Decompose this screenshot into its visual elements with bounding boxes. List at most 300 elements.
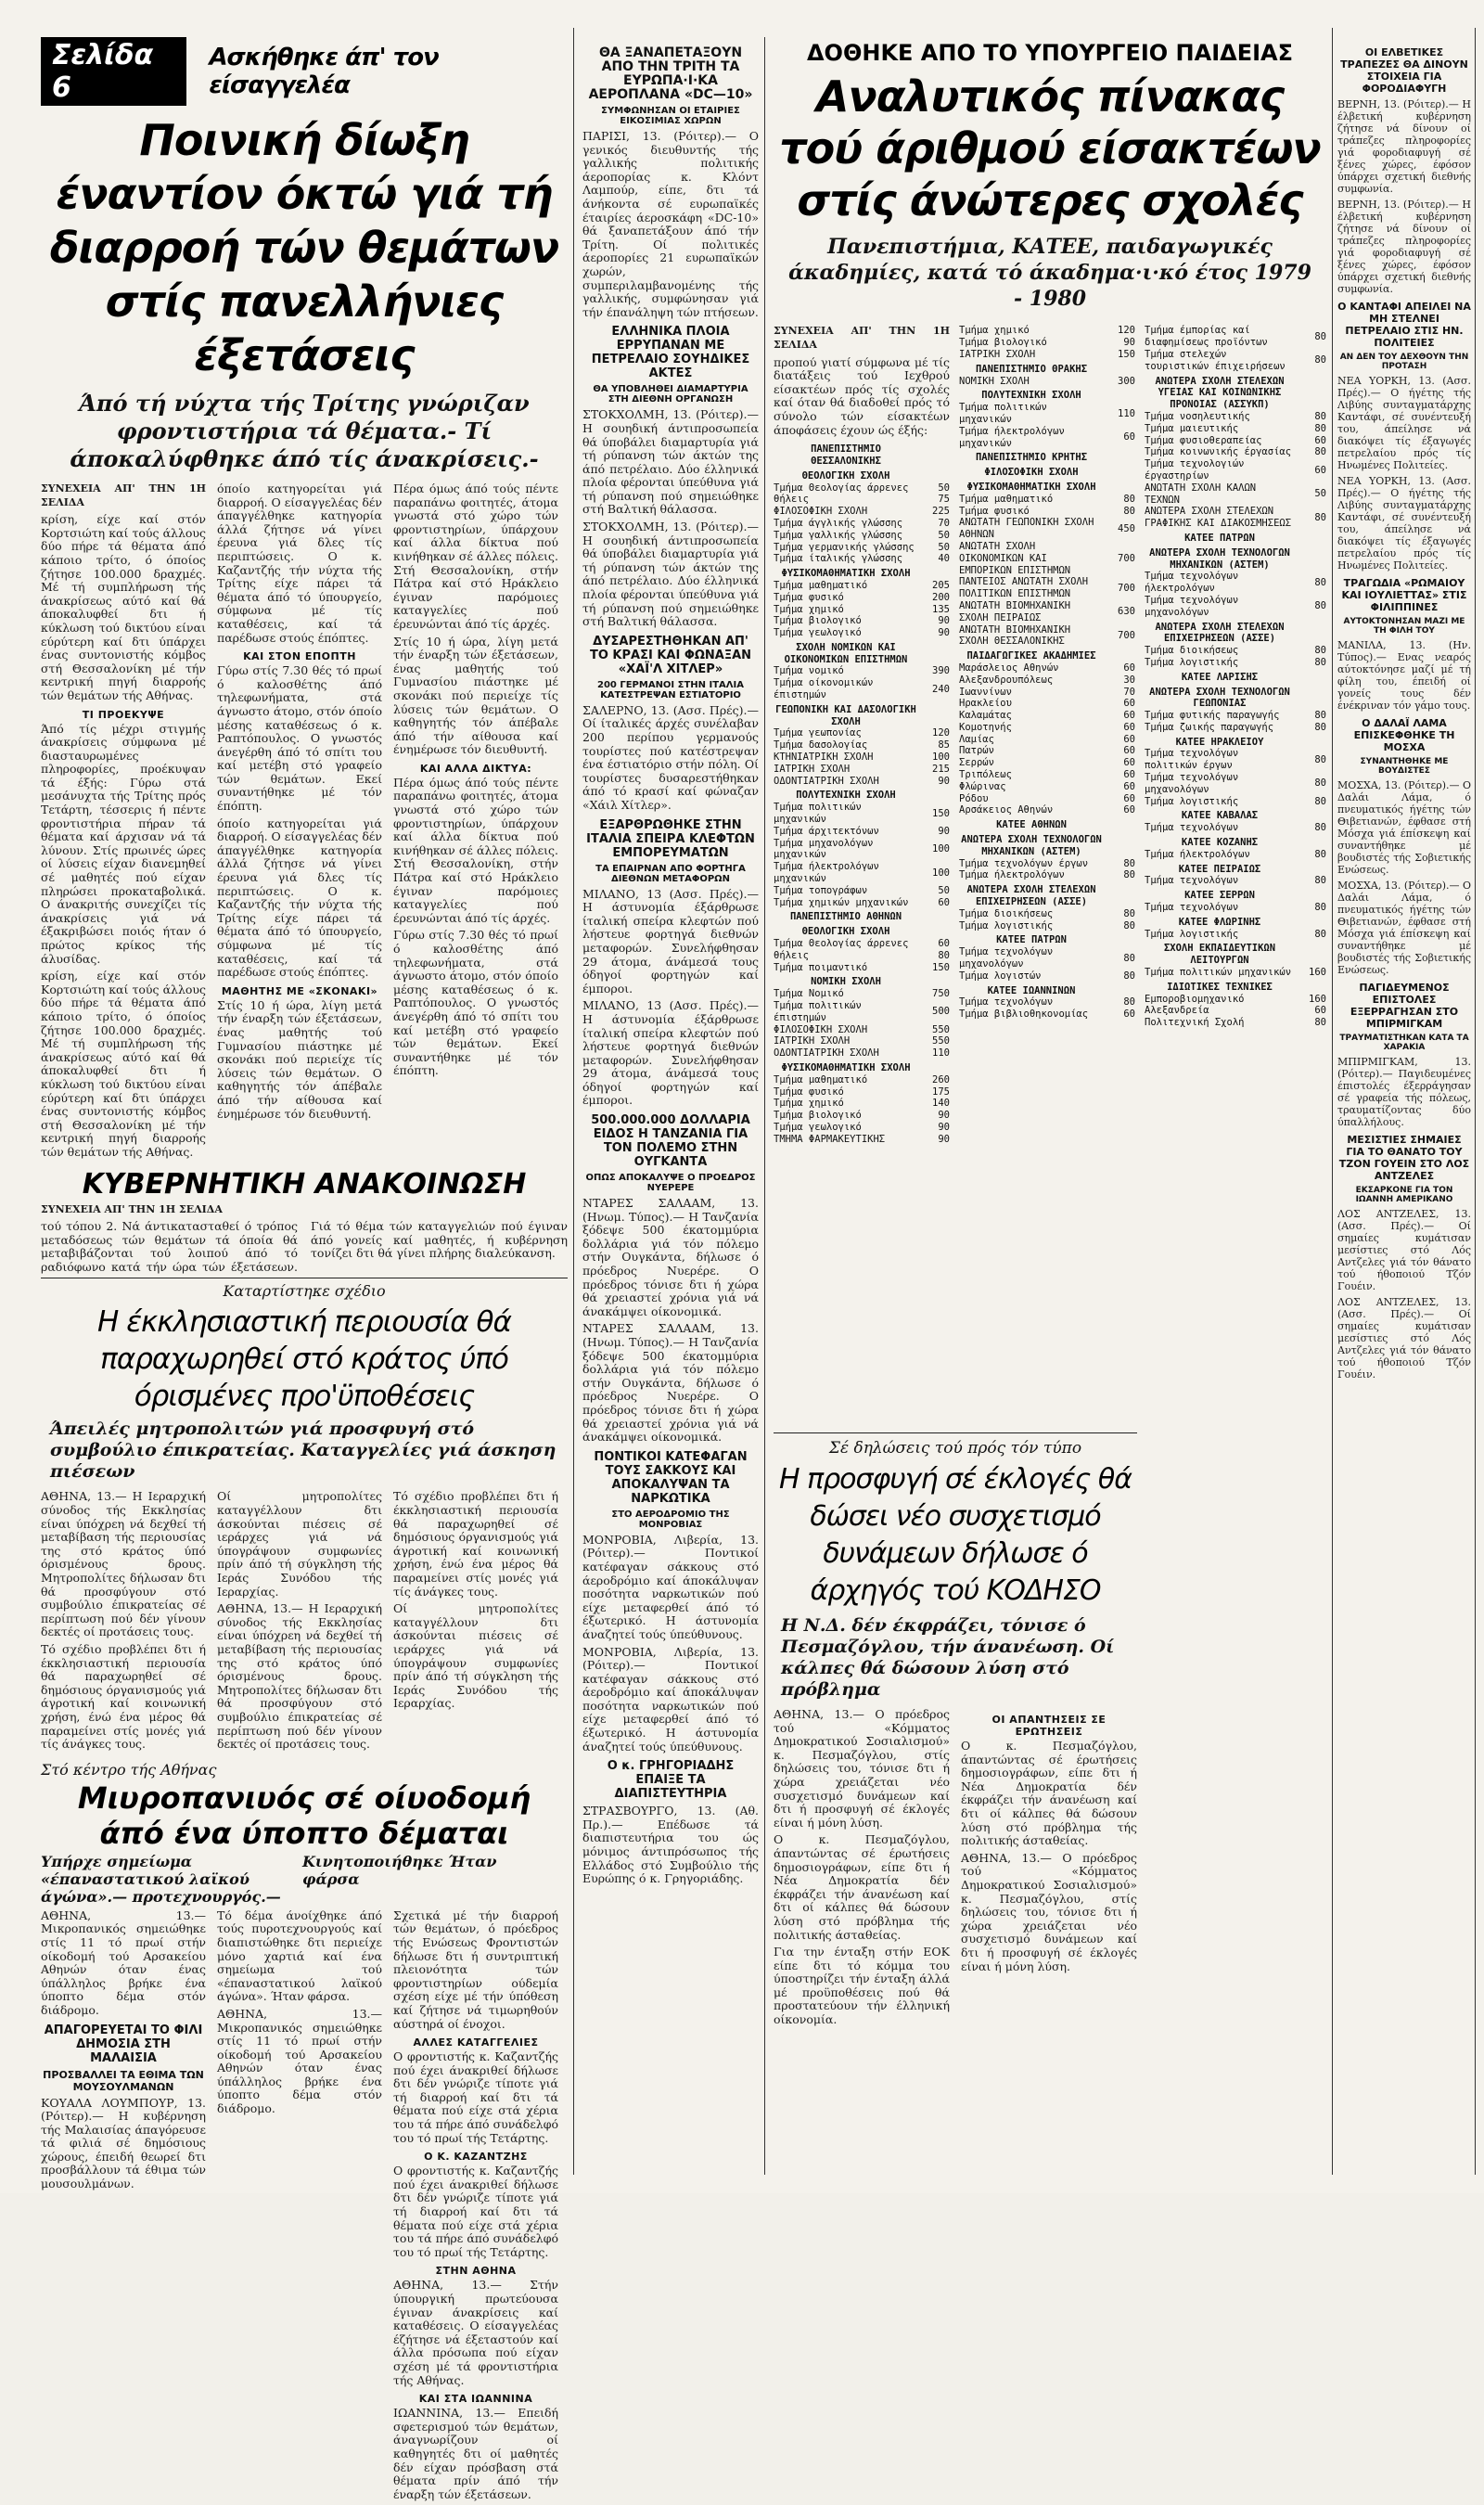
admission-count	[1104, 479, 1135, 494]
lead-col-2: όποίο κατηγορείται γιά διαρροή. Ο είσαγγελέας δέν άπαγγέλθηκε κατηγορία άλλά ζήτησε νά γίνει έρευνα γιά δλες τίς περιπτώσεις. Ο κ. Καζαντζής τήν νύχτα τής Τρίτης είχε πάρει τά θέματα άπό τό ύπουργείο, σύμφωνα μέ τίς καταθέσεις, καί τά παρέδωσε στούς έπόπτες. ΚΑΙ ΣΤΟΝ ΕΠΟΠΤΗ Γύρω στίς 7.30 θές τό πρωί ό καλοσθέτης άπό τηλεφωνήματα, στά άγνωστο άτομο, στόν όποίο μέσης καταθέσεως ό κ. Ραπτόπουλος. Ο γνωστός άνεγέρθη άπό τό σπίτι του καί μετέβη στό γραφείο τών θεμάτων. Εκεί συναντήθηκε μέ τόν έπόπτη. όποίο κατηγορείται γιά διαρροή. Ο είσαγγελέας δέν άπαγγέλθηκε κατηγορία άλλά ζήτησε νά γίνει έρευνα γιά δλες τίς περιπτώσεις. Ο κ. Καζαντζής τήν νύχτα τής Τρίτης είχε πάρει τά θέματα άπό τό ύπουργείο, σύμφωνα μέ τίς καταθέσεις, καί τά παρέδωσε στούς έπόπτες. ΜΑΘΗΤΗΣ ΜΕ «ΣΚΟΝΑΚΙ» Στίς 10 ή ώρα, λίγη μετά τήν έναρξη τών έξετάσεων, ένας μαθητής τού Γυμνασίου πιάστηκε μέ σκονάκι πού περιείχε τίς λύσεις τών θεμάτων. Ο καθηγητής τόν άπέβαλε άπό τήν αίθουσα καί ένημέρωσε τόν διευθυντή.	[217, 482, 382, 1121]
admission-count: 80	[1314, 928, 1326, 940]
table-row	[774, 938, 950, 950]
school-name: ΠΑΝΕΠΙΣΤΗΜΙΟ ΑΘΗΝΩΝ	[789, 911, 902, 923]
school-name: Τμήμα τοπογράφων	[774, 884, 868, 896]
school-name: Τμήμα πολιτικών μηχανικών	[1145, 967, 1292, 979]
admission-count: 160	[1309, 967, 1326, 979]
school-name: ΚΑΤΕΕ ΗΡΑΚΛΕΙΟΥ	[1175, 736, 1264, 748]
school-name: Τμήμα χημικό	[774, 1098, 844, 1110]
school-name: Τμήμα διοικήσεως	[959, 907, 1054, 919]
admission-count: 60	[938, 896, 950, 908]
school-name: ΠΑΝΤΕΙΟΣ ΑΝΩΤΑΤΗ ΣΧΟΛΗ ΠΟΛΙΤΙΚΩΝ ΕΠΙΣΤΗΜΩΝ	[959, 576, 1089, 600]
admission-count	[1295, 834, 1326, 849]
table-row	[959, 325, 1135, 337]
italy-title: ΔΥΣΑΡΕΣΤΗΘΗΚΑΝ ΑΠ' ΤΟ ΚΡΑΣΙ ΚΑΙ ΦΩΝΑΞΑΝ «ΧΑΪ'Λ ΧΙΤΛΕΡ»	[589, 634, 752, 676]
admission-count	[1295, 914, 1326, 929]
admissions-table-story	[774, 41, 1326, 2190]
school-name: ΣΧΟΛΗ ΕΚΠΑΙΔΕΥΤΙΚΩΝ ΛΕΙΤΟΥΡΓΩΝ	[1163, 943, 1276, 967]
admission-count: 60	[1123, 757, 1135, 769]
table-row	[774, 838, 950, 862]
admission-count: 80	[1314, 902, 1326, 914]
lead-story: Σελίδα 6 Ασκήθηκε άπ' τον είσαγγελέα Ποινική δίωξη έναντίον όκτώ γιά τή διαρροή τών θεμάτων στίς πανελλήνιες έξετάσεις Άπό τή νύχτα τής Τρίτης γνώριζαν φροντιστήρια τά θέματα.- Τί άποκαλύφθηκε άπό τίς άνακρίσεις.- ΣΥΝΕΧΕΙΑ ΑΠ' ΤΗΝ 1Η ΣΕΛΙΔΑ κρίση, είχε καί στόν Κορτσιώτη καί τούς άλλους δύο πήρε τά θέματα άπό κάποιο τρίτο, ό όποίος ζήτησε 100.000 δραχμές. Μέ τή συμπλήρωση τής άνακρίσεως αύτό καί θά άποκαλυφθεί δτι ή κύκλωση τού δικτύου είναι εύρύτερη καί δτι ύπάρχει ένας συντονιστής κόμβος στή Θεσσαλονίκη μέ τήν κεντρική πηγή διαρροής τών θεμάτων τής Αθήνας. ΤΙ ΠΡΟΕΚΥΨΕ Άπό τίς μέχρι στιγμής άνακρίσεις σύμφωνα μέ διασταυρωμένες πληροφορίες, προέκυψαν τά έξής: Γύρω στά μεσάνυχτα τής Τρίτης πρός Τετάρτη, τέσσερις ή πέντε φροντιστήρια πήραν τά θέματα καί άρχισαν νά τά λύνουν. Στίς πρωινές ώρες οί λύσεις είχαν διανεμηθεί σέ μαθητές πού είχαν πληρώσει προκαταβολικά. Ο άνακριτής συνεχίζει τίς άνακρίσεις γιά νά έξακριβώσει ποιός ήταν ό πρώτος κρίκος τής άλυσίδας. κρίση, είχε καί στόν Κορτσιώτη καί τούς άλλους δύο πήρε τά θέματα άπό κάποιο τρίτο, ό όποίος ζήτησε 100.000 δραχμές. Μέ τή συμπλήρωση τής άνακρίσεως αύτό καί θά άποκαλυφθεί δτι ή κύκλωση τού δικτύου είναι εύρύτερη καί δτι ύπάρχει ένας συντονιστής κόμβος στή Θεσσαλονίκη μέ τήν κεντρική πηγή διαρροής τών θεμάτων τής Αθήνας. όποίο κατηγορείται γιά διαρροή. Ο είσαγγελέας δέν άπαγγέλθηκε κατηγορία άλλά ζήτησε νά γίνει έρευνα γιά δλες τίς περιπτώσεις. Ο κ. Καζαντζής τήν νύχτα τής Τρίτης είχε πάρει τά θέματα άπό τό ύπουργείο, σύμφωνα μέ τίς καταθέσεις, καί τά παρέδωσε στούς έπόπτες. ΚΑΙ ΣΤΟΝ ΕΠΟΠΤΗ Γύρω στίς 7.30 θές τό πρωί ό καλοσθέτης άπό τηλεφωνήματα, στά άγνωστο άτομο, στόν όποίο μέσης καταθέσεως ό κ. Ραπτόπουλος. Ο γνωστός άνεγέρθη άπό τό σπίτι του καί μετέβη στό γραφείο τών θεμάτων. Εκεί συναντήθηκε μέ τόν έπόπτη. όποίο κατηγορείται γιά διαρροή. Ο είσαγγελέας δέν άπαγγέλθηκε κατηγορία άλλά ζήτησε νά γίνει έρευνα γιά δλες τίς περιπτώσεις. Ο κ. Καζαντζής τήν νύχτα τής Τρίτης είχε πάρει τά θέματα άπό τό ύπουργείο, σύμφωνα μέ τίς καταθέσεις, καί τά παρέδωσε στούς έπόπτες. ΜΑΘΗΤΗΣ ΜΕ «ΣΚΟΝΑΚΙ» Στίς 10 ή ώρα, λίγη μετά τήν έναρξη τών έξετάσεων, ένας μαθητής τού Γυμνασίου πιάστηκε μέ σκονάκι πού περιείχε τίς λύσεις τών θεμάτων. Ο καθηγητής τόν άπέβαλε άπό τήν αίθουσα καί ένημέρωσε τόν διευθυντή. Πέρα όμως άπό τούς πέντε παραπάνω φοιτητές, άτομα γνωστά στό χώρο τών φροντιστηρίων, ύπάρχουν καί άλλα δίκτυα πού κινήθηκαν σέ άλλες πόλεις. Στή Θεσσαλονίκη, στήν Πάτρα καί στό Ηράκλειο έγιναν παρόμοιες καταγγελίες πού έρευνώνται άπό τίς άρχές. Στίς 10 ή ώρα, λίγη μετά τήν έναρξη τών έξετάσεων, ένας μαθητής τού Γυμνασίου πιάστηκε μέ σκονάκι πού περιείχε τίς λύσεις τών θεμάτων. Ο καθηγητής τόν άπέβαλε άπό τήν αίθουσα καί ένημέρωσε τόν διευθυντή. ΚΑΙ ΑΛΛΑ ΔΙΚΤΥΑ: Πέρα όμως άπό τούς πέντε παραπάνω φοιτητές, άτομα γνωστά στό χώρο τών φροντιστηρίων, ύπάρχουν καί άλλα δίκτυα πού κινήθηκαν σέ άλλες πόλεις. Στή Θεσσαλονίκη, στήν Πάτρα καί στό Ηράκλειο έγιναν παρόμοιες καταγγελίες πού έρευνώνται άπό τίς άρχές. Γύρω στίς 7.30 θές τό πρωί ό καλοσθέτης άπό τηλεφωνήματα, στά άγνωστο άτομο, στόν όποίο μέσης καταθέσεως ό κ. Ραπτόπουλος. Ο γνωστός άνεγέρθη άπό τό σπίτι του καί μετέβη στό γραφείο τών θεμάτων. Εκεί συναντήθηκε μέ τόν έπόπτη. ΚΥΒΕΡΝΗΤΙΚΗ ΑΝΑΚΟΙΝΩΣΗ ΣΥΝΕΧΕΙΑ ΑΠ' ΤΗΝ 1Η ΣΕΛΙΔΑ τού τόπου 2. Νά άντικατασταθεί ό τρόπος μεταδόσεως τών θεμάτων τά όποία θά μεταβιβάζονται τού λοιπού άπό τό ραδιόφωνο κατά τήν ώρα τών έξετάσεων. Γιά τό θέμα τών καταγγελιών πού έγιναν άπό γονείς καί μαθητές, ή κυβέρνηση τονίζει δτι θά γίνει πλήρης διαλεύκανση. Καταρτίστηκε σχέδιο Η έκκλησιαστική περιουσία θά παραχωρηθεί στό κράτος ύπό όρισμένες προ'ϋποθέσεις Άπειλές μητροπολιτών γιά προσφυγή στό συμβούλιο έπικρατείας. Καταγγελίες γιά άσκηση πιέσεων ΑΘΗΝΑ, 13.— Η Ιεραρχική σύνοδος τής Εκκλησίας είναι ύπόχρεη νά δεχθεί τή μεταβίβαση τής περιουσίας της στό κράτος ύπό όρισμένους δρους. Μητροπολίτες δήλωσαν δτι θά προσφύγουν στό συμβούλιο έπικρατείας σέ περίπτωση πού δέν γίνουν δεκτές οί προτάσεις τους. Τό σχέδιο προβλέπει δτι ή έκκλησιαστική περιουσία θά παραχωρηθεί σέ δημόσιους όργανισμούς γιά άγροτική καί κοινωνική χρήση, ένώ ένα μέρος θά παραμείνει στίς μονές γιά τίς άνάγκες τους. Οί μητροπολίτες καταγγέλλουν δτι άσκούνται πιέσεις σέ ιεράρχες γιά νά ύπογράψουν συμφωνίες πρίν άπό τή σύγκληση τής Ιεράς Συνόδου τής Ιεραρχίας. ΑΘΗΝΑ, 13.— Η Ιεραρχική σύνοδος τής Εκκλησίας είναι ύπόχρεη νά δεχθεί τή μεταβίβαση τής περιουσίας της στό κράτος ύπό όρισμένους δρους. Μητροπολίτες δήλωσαν δτι θά προσφύγουν στό συμβούλιο έπικρατείας σέ περίπτωση πού δέν γίνουν δεκτές οί προτάσεις τους. Τό σχέδιο προβλέπει δτι ή έκκλησιαστική περιουσία θά παραχωρηθεί σέ δημόσιους όργανισμούς γιά άγροτική καί κοινωνική χρήση, ένώ ένα μέρος θά παραμείνει στίς μονές γιά τίς άνάγκες τους. Οί μητροπολίτες καταγγέλλουν δτι άσκούνται πιέσεις σέ ιεράρχες γιά νά ύπογράψουν συμφωνίες πρίν άπό τή σύγκληση τής Ιεράς Συνόδου τής Ιεραρχίας. Στό κέντρο τής Αθήνας Μιυροπανιυός σέ οίυοδομή άπό ένα ύποπτο δέμαται Υπήρχε σημείωμα «έπαναστατικού λαϊκού άγώνα».— προτεχνουργός.— Κινητοποιήθηκε Ήταν φάρσα ΑΘΗΝΑ, 13.— Μικροπανικός σημειώθηκε στίς 11 τό πρωί στήν οίκοδομή τού Αρσακείου Αθηνών όταν ένας ύπάλληλος βρήκε ένα ύποπτο δέμα στόν διάδρομο. ΑΠΑΓΟΡΕΥΕΤΑΙ ΤΟ ΦΙΛΙ ΔΗΜΟΣΙΑ ΣΤΗ ΜΑΛΑΙΣΙΑ ΠΡΟΣΒΑΛΛΕΙ ΤΑ ΕΘΙΜΑ ΤΩΝ ΜΟΥΣΟΥΛΜΑΝΩΝ ΚΟΥΑΛΑ ΛΟΥΜΠΟΥΡ, 13. (Ρόιτερ).— Η κυβέρνηση τής Μαλαισίας άπαγόρευσε τά φιλιά σέ δημόσιους χώρους, έπειδή θεωρεί δτι προσβάλλουν τά έθιμα τών μουσουλμάνων. Τό δέμα άνοίχθηκε άπό τούς πυροτεχνουργούς καί διαπιστώθηκε δτι περιείχε μόνο χαρτιά καί ένα σημείωμα τού «έπαναστατικού λαϊκού άγώνα». Ήταν φάρσα. ΑΘΗΝΑ, 13.— Μικροπανικός σημειώθηκε στίς 11 τό πρωί στήν οίκοδομή τού Αρσακείου Αθηνών όταν ένας ύπάλληλος βρήκε ένα ύποπτο δέμα στόν διάδρομο. Σχετικά μέ τήν διαρροή τών θεμάτων, ό πρόεδρος τής Ενώσεως Φροντιστών δήλωσε δτι ή συντριπτική πλειονότητα τών φροντιστηρίων ούδεμία σχέση είχε μέ τήν ύπόθεση καί ζήτησε νά τιμωρηθούν αύστηρά οί ένοχοι. ΑΛΛΕΣ ΚΑΤΑΓΓΕΛΙΕΣ Ο φροντιστής κ. Καζαντζής πού έχει άνακριθεί δήλωσε δτι δέν γνώριζε τίποτε γιά τή διαρροή καί δτι τά θέματα πού είχε στά χέρια του τά πήρε άπό συνάδελφό του τό πρωί τής Τετάρτης. Ο Κ. ΚΑΖΑΝΤΖΗΣ Ο φροντιστής κ. Καζαντζής πού έχει άνακριθεί δήλωσε δτι δέν γνώριζε τίποτε γιά τή διαρροή καί δτι τά θέματα πού είχε στά χέρια του τά πήρε άπό συνάδελφό του τό πρωί τής Τετάρτης. ΣΤΗΝ ΑΘΗΝΑ ΑΘΗΝΑ, 13.— Στήν ύπουργική πρωτεύουσα έγιναν άνακρίσεις καί καταθέσεις. Ο είσαγγελέας έζήτησε νά έξεταστούν καί άλλα πρόσωπα πού είχαν σχέση μέ τά φροντιστήρια τής Αθήνας. ΚΑΙ ΣΤΑ ΙΩΑΝΝΙΝΑ ΙΩΑΝΝΙΝΑ, 13.— Επειδή σφετερισμού τών θεμάτων, άναγνωρίζουν οί καθηγητές δτι οί μαθητές δέν είχαν πρόσβαση στά θέματα πρίν άπό τήν έναρξη τών έξετάσεων.	[41, 39, 568, 2501]
milan-title: ΕΞΑΡΘΡΩΘΗΚΕ ΣΤΗΝ ΙΤΑΛΙΑ ΣΠΕΙΡΑ ΚΛΕΦΤΩΝ ΕΜΠΟΡΕΥΜΑΤΩΝ	[586, 817, 755, 860]
admission-count: 135	[932, 603, 950, 615]
table-row	[1145, 435, 1326, 447]
admission-count	[918, 1060, 950, 1074]
table-row	[1145, 446, 1326, 458]
admission-count: 140	[932, 1098, 950, 1110]
school-name: Τμήμα λογιστικής	[1145, 928, 1239, 940]
school-name: Τμήμα πολιτικών μηχανικών	[959, 402, 1047, 425]
table-row	[959, 541, 1135, 576]
table-row	[1145, 772, 1326, 796]
school-name: ΠΑΝΕΠΙΣΤΗΜΙΟ ΘΕΣΣΑΛΟΝΙΚΗΣ	[811, 443, 881, 467]
admission-count: 630	[1118, 606, 1135, 618]
lead-col-3: Πέρα όμως άπό τούς πέντε παραπάνω φοιτητές, άτομα γνωστά στό χώρο τών φροντιστηρίων, ύπάρχουν καί άλλα δίκτυα πού κινήθηκαν σέ άλλες πόλεις. Στή Θεσσαλονίκη, στήν Πάτρα καί στό Ηράκλειο έγιναν παρόμοιες καταγγελίες πού έρευνώνται άπό τίς άρχές. Στίς 10 ή ώρα, λίγη μετά τήν έναρξη τών έξετάσεων, ένας μαθητής τού Γυμνασίου πιάστηκε μέ σκονάκι πού περιείχε τίς λύσεις τών θεμάτων. Ο καθηγητής τόν άπέβαλε άπό τήν αίθουσα καί ένημέρωσε τόν διευθυντή. ΚΑΙ ΑΛΛΑ ΔΙΚΤΥΑ: Πέρα όμως άπό τούς πέντε παραπάνω φοιτητές, άτομα γνωστά στό χώρο τών φροντιστηρίων, ύπάρχουν καί άλλα δίκτυα πού κινήθηκαν σέ άλλες πόλεις. Στή Θεσσαλονίκη, στήν Πάτρα καί στό Ηράκλειο έγιναν παρόμοιες καταγγελίες πού έρευνώνται άπό τίς άρχές. Γύρω στίς 7.30 θές τό πρωί ό καλοσθέτης άπό τηλεφωνήματα, στά άγνωστο άτομο, στόν όποίο μέσης καταθέσεως ό κ. Ραπτόπουλος. Ο γνωστός άνεγέρθη άπό τό σπίτι του καί μετέβη στό γραφείο τών θεμάτων. Εκεί συναντήθηκε μέ τόν έπόπτη.	[393, 482, 558, 1078]
admission-count: 60	[1123, 804, 1135, 816]
table-row	[959, 337, 1135, 349]
admission-count: 50	[938, 884, 950, 896]
school-name: ΑΝΩΤΕΡΑ ΣΧΟΛΗ ΣΤΕΛΕΧΩΝ ΥΓΕΙΑΣ ΚΑΙ ΚΟΙΝΩΝΙΚΗΣ ΠΡΟΝΟΙΑΣ (ΑΣΣΥΚΠ)	[1155, 375, 1285, 411]
school-name: Τμήμα τεχνολογιών έργαστηρίων	[1145, 458, 1245, 482]
column-rule	[1475, 28, 1476, 2175]
church-subtitle: Άπειλές μητροπολιτών γιά προσφυγή στό συμβούλιο έπικρατείας. Καταγγελίες γιά άσκηση πιέσεων	[50, 1419, 556, 1483]
page-kicker: Ασκήθηκε άπ' τον είσαγγελέα	[209, 44, 439, 99]
table-row	[959, 576, 1135, 600]
school-name: Τμήμα χημικό	[774, 603, 844, 615]
admission-count: 60	[1123, 745, 1135, 757]
table-row	[774, 1074, 950, 1086]
table-row	[774, 764, 950, 776]
school-name: Τμήμα τεχνολόγων	[959, 996, 1054, 1008]
table-row	[1145, 423, 1326, 435]
school-name: Τμήμα ποιμαντικό	[774, 961, 868, 973]
table-row	[774, 441, 950, 468]
admission-count: 80	[1314, 410, 1326, 422]
school-name: Τμήμα ήλεκτρολόγων	[1145, 848, 1250, 860]
admission-count: 80	[1123, 869, 1135, 881]
school-name: Λαμίας	[959, 733, 994, 745]
admissions-table-b	[959, 325, 1135, 1021]
school-name: ΑΝΩΤΕΡΑ ΣΧΟΛΗ ΣΤΕΛΕΧΩΝ ΕΠΙΧΕΙΡΗΣΕΩΝ (ΑΣΣΕ)	[966, 884, 1096, 908]
gov-title: ΚΥΒΕΡΝΗΤΙΚΗ ΑΝΑΚΟΙΝΩΣΗ	[82, 1167, 527, 1201]
table-row	[774, 604, 950, 616]
school-name: ΙΑΤΡΙΚΗ ΣΧΟΛΗ	[774, 1035, 851, 1047]
kodiso-subtitle: Η Ν.Δ. δέν έκφράζει, τόνισε ό Πεσμαζόγλου, τήν άνανέωση. Οί κάλπες θά δώσουν λύση στό πρόβλημα	[781, 1615, 1115, 1700]
admission-count: 700	[1118, 552, 1135, 564]
admission-count: 85	[938, 739, 950, 752]
school-name: Τμήμα χημικών μηχανικών	[774, 896, 909, 908]
table-row	[1145, 571, 1326, 595]
school-name: ΙΑΤΡΙΚΗ ΣΧΟΛΗ	[959, 348, 1036, 360]
admission-count: 80	[1314, 645, 1326, 657]
school-name: ΚΑΤΕΕ ΠΑΤΡΩΝ	[996, 934, 1067, 946]
school-name: Τμήμα τεχνολόγων	[1145, 875, 1239, 887]
school-name: ΠΑΙΔΑΓΩΓΙΚΕΣ ΑΚΑΔΗΜΙΕΣ	[966, 650, 1096, 662]
admission-count: 60	[1314, 434, 1326, 446]
table-row	[959, 920, 1135, 932]
table-row	[774, 1035, 950, 1047]
table-row	[959, 816, 1135, 831]
admissions-table-c	[1145, 325, 1326, 1029]
school-name: ΠΟΛΥΤΕΧΝΙΚΗ ΣΧΟΛΗ	[981, 390, 1081, 402]
column-rule	[764, 37, 765, 2175]
table-row	[959, 931, 1135, 946]
admission-count: 150	[932, 961, 950, 973]
school-name: ΙΑΤΡΙΚΗ ΣΧΟΛΗ	[774, 763, 851, 775]
table-row	[1145, 657, 1326, 669]
admission-count	[1104, 983, 1135, 997]
school-name: Τμήμα στελεχών τουριστικών έπιχειρήσεων	[1145, 348, 1286, 372]
school-name: Τμήμα μαθηματικό	[774, 1073, 868, 1086]
school-name: ΦΙΛΟΣΟΦΙΚΗ ΣΧΟΛΗ	[774, 506, 868, 518]
admission-count: 215	[932, 763, 950, 775]
right-briefs-column: ΟΙ ΕΛΒΕΤΙΚΕΣ ΤΡΑΠΕΖΕΣ ΘΑ ΔΙΝΟΥΝ ΣΤΟΙΧΕΙΑ ΓΙΑ ΦΟΡΟΔΙΑΦΥΓΗ ΒΕΡΝΗ, 13. (Ρόιτερ).— Η έλβετική κυβέρνηση ζήτησε νά δίνουν οί τράπεζες πληροφορίες γιά φοροδιαφυγή σέ ξένες χώρες, έφόσον ύπάρχει σχετική διεθνής συμφωνία. ΒΕΡΝΗ, 13. (Ρόιτερ).— Η έλβετική κυβέρνηση ζήτησε νά δίνουν οί τράπεζες πληροφορίες γιά φοροδιαφυγή σέ ξένες χώρες, έφόσον ύπάρχει σχετική διεθνής συμφωνία. Ο ΚΑΝΤΑΦΙ ΑΠΕΙΛΕΙ ΝΑ ΜΗ ΣΤΕΛΝΕΙ ΠΕΤΡΕΛΑΙΟ ΣΤΙΣ ΗΝ. ΠΟΛΙΤΕΙΕΣ ΑΝ ΔΕΝ ΤΟΥ ΔΕΧΘΟΥΝ ΤΗΝ ΠΡΟΤΑΣΗ ΝΕΑ ΥΟΡΚΗ, 13. (Ασσ. Πρές).— Ο ήγέτης τής Λιβύης συνταγματάρχης Καντάφι, σέ συνέντευξή του, άπείλησε νά διακόψει τίς έξαγωγές πετρελαίου πρός τίς Ηνωμένες Πολιτείες. ΝΕΑ ΥΟΡΚΗ, 13. (Ασσ. Πρές).— Ο ήγέτης τής Λιβύης συνταγματάρχης Καντάφι, σέ συνέντευξή του, άπείλησε νά διακόψει τίς έξαγωγές πετρελαίου πρός τίς Ηνωμένες Πολιτείες. ΤΡΑΓΩΔΙΑ «ΡΩΜΑΙΟΥ ΚΑΙ ΙΟΥΛΙΕΤΤΑΣ» ΣΤΙΣ ΦΙΛΙΠΠΙΝΕΣ ΑΥΤΟΚΤΟΝΗΣΑΝ ΜΑΖΙ ΜΕ ΤΗ ΦΙΛΗ ΤΟΥ ΜΑΝΙΛΑ, 13. (Ην. Τύπος).— Ενας νεαρός αύτοκτόνησε μαζί μέ τή φίλη του, έπειδή οί γονείς τους δέν ένέκριναν τόν γάμο τους. Ο ΔΑΛΑΪ ΛΑΜΑ ΕΠΙΣΚΕΦΘΗΚΕ ΤΗ ΜΟΣΧΑ ΣΥΝΑΝΤΗΘΗΚΕ ΜΕ ΒΟΥΔΙΣΤΕΣ ΜΟΣΧΑ, 13. (Ρόιτερ).— Ο Δαλάι Λάμα, ό πνευματικός ήγέτης τών Θιβετιανών, έφθασε στή Μόσχα γιά έπίσκεψη καί συναντήθηκε μέ βουδιστές τής Σοβιετικής Ενώσεως. ΜΟΣΧΑ, 13. (Ρόιτερ).— Ο Δαλάι Λάμα, ό πνευματικός ήγέτης τών Θιβετιανών, έφθασε στή Μόσχα γιά έπίσκεψη καί συναντήθηκε μέ βουδιστές τής Σοβιετικής Ενώσεως. ΠΑΓΙΔΕΥΜΕΝΟΣ ΕΠΙΣΤΟΛΕΣ ΕΞΕΡΡΑΓΗΣΑΝ ΣΤΟ ΜΠΙΡΜΙΓΚΑΜ ΤΡΑΥΜΑΤΙΣΤΗΚΑΝ ΚΑΤΑ ΤΑ ΧΑΡΑΚΙΑ ΜΠΙΡΜΙΓΚΑΜ, 13. (Ρόιτερ).— Παγιδευμένες έπιστολές έξερράγησαν σέ γραφεία τής πόλεως, τραυματίζοντας δύο ύπαλλήλους. ΜΕΣΙΣΤΙΕΣ ΣΗΜΑΙΕΣ ΓΙΑ ΤΟ ΘΑΝΑΤΟ ΤΟΥ ΤΖΟΝ ΓΟΥΕΙΝ ΣΤΟ ΛΟΣ ΑΝΤΖΕΛΕΣ ΕΚΣΑΡΚΟΝΕ ΓΙΑ ΤΟΝ ΙΩΑΝΝΗ ΑΜΕΡΙΚΑΝΟ ΛΟΣ ΑΝΤΖΕΛΕΣ, 13. (Ασσ. Πρές).— Οί σημαίες κυμάτισαν μεσίστιες στό Λός Αντζελες γιά τόν θάνατο τού ήθοποιού Τζόν Γουέιν. ΛΟΣ ΑΝΤΖΕΛΕΣ, 13. (Ασσ. Πρές).— Οί σημαίες κυμάτισαν μεσίστιες στό Λός Αντζελες γιά τόν θάνατο τού ήθοποιού Τζόν Γουέιν.	[1337, 46, 1471, 1381]
admission-count: 80	[1123, 907, 1135, 919]
admission-count: 90	[1123, 337, 1135, 349]
school-name: Τμήμα ήλεκτρολόγων μηχανικών	[959, 425, 1065, 449]
admission-count	[1104, 361, 1135, 376]
school-name: Τμήμα κοινωνικής έργασίας	[1145, 446, 1292, 458]
table-row	[1145, 979, 1326, 994]
church-title: Η έκκλησιαστική περιουσία θά παραχωρηθεί στό κράτος ύπό όρισμένες προ'ϋποθέσεις	[97, 1305, 511, 1414]
table-row	[959, 831, 1135, 858]
table-row	[1145, 748, 1326, 772]
table-row	[1145, 914, 1326, 929]
table-row	[774, 739, 950, 752]
admission-count: 80	[1123, 505, 1135, 517]
school-name: ΑΝΩΤΕΡΑ ΣΧΟΛΗ ΤΕΧΝΟΛΟΓΩΝ ΜΗΧΑΝΙΚΩΝ (ΑΣΤΕΜ)	[1149, 546, 1290, 571]
table-row	[774, 506, 950, 518]
school-name: ΚΑΤΕΕ ΣΕΡΡΩΝ	[1184, 890, 1255, 902]
admission-count: 75	[938, 494, 950, 506]
school-name: Σερρών	[959, 757, 994, 769]
school-name: ΑΝΩΤΑΤΗ ΒΙΟΜΗΧΑΝΙΚΗ ΣΧΟΛΗ ΘΕΣΣΑΛΟΝΙΚΗΣ	[959, 623, 1071, 648]
admission-count: 80	[1123, 996, 1135, 1008]
table-row	[774, 885, 950, 897]
table-row	[774, 639, 950, 666]
school-name: ΑΝΩΤΑΤΗ ΣΧΟΛΗ ΚΑΛΩΝ ΤΕΧΝΩΝ	[1145, 482, 1257, 506]
school-name: Τμήμα διοικήσεως	[1145, 645, 1239, 657]
table-row	[774, 1060, 950, 1074]
table-row	[1145, 482, 1326, 507]
table-row	[1145, 940, 1326, 967]
school-name: ΑΝΩΤΑΤΗ ΒΙΟΜΗΧΑΝΙΚΗ ΣΧΟΛΗ ΠΕΙΡΑΙΩΣ	[959, 599, 1071, 623]
school-name: Τμήμα βιολογικό	[774, 1110, 862, 1122]
table-row	[774, 802, 950, 826]
admission-count: 750	[932, 988, 950, 1000]
table-row	[959, 734, 1135, 746]
admission-count: 80	[1314, 511, 1326, 523]
table-row	[774, 752, 950, 764]
table-row	[774, 897, 950, 909]
letters-title: ΠΑΓΙΔΕΥΜΕΝΟΣ ΕΠΙΣΤΟΛΕΣ ΕΞΕΡΡΑΓΗΣΑΝ ΣΤΟ ΜΠΙΡΜΙΓΚΑΜ	[1350, 982, 1459, 1030]
admission-count: 60	[1123, 721, 1135, 733]
table-row	[774, 962, 950, 974]
table-row	[1145, 796, 1326, 808]
admission-count: 700	[1118, 629, 1135, 641]
table-row	[959, 858, 1135, 870]
admission-count: 80	[1314, 330, 1326, 342]
table-row	[774, 1134, 950, 1146]
admission-count: 60	[1123, 769, 1135, 781]
lead-col-1: ΣΥΝΕΧΕΙΑ ΑΠ' ΤΗΝ 1Η ΣΕΛΙΔΑ κρίση, είχε καί στόν Κορτσιώτη καί τούς άλλους δύο πήρε τά θέματα άπό κάποιο τρίτο, ό όποίος ζήτησε 100.000 δραχμές. Μέ τή συμπλήρωση τής άνακρίσεως αύτό καί θά άποκαλυφθεί δτι ή κύκλωση τού δικτύου είναι εύρύτερη καί δτι ύπάρχει ένας συντονιστής κόμβος στή Θεσσαλονίκη μέ τήν κεντρική πηγή διαρροής τών θεμάτων τής Αθήνας. ΤΙ ΠΡΟΕΚΥΨΕ Άπό τίς μέχρι στιγμής άνακρίσεις σύμφωνα μέ διασταυρωμένες πληροφορίες, προέκυψαν τά έξής: Γύρω στά μεσάνυχτα τής Τρίτης πρός Τετάρτη, τέσσερις ή πέντε φροντιστήρια πήραν τά θέματα καί άρχισαν νά τά λύνουν. Στίς πρωινές ώρες οί λύσεις είχαν διανεμηθεί σέ μαθητές πού είχαν πληρώσει προκαταβολικά. Ο άνακριτής συνεχίζει τίς άνακρίσεις γιά νά έξακριβώσει ποιός ήταν ό πρώτος κρίκος τής άλυσίδας. κρίση, είχε καί στόν Κορτσιώτη καί τούς άλλους δύο πήρε τά θέματα άπό κάποιο τρίτο, ό όποίος ζήτησε 100.000 δραχμές. Μέ τή συμπλήρωση τής άνακρίσεως αύτό καί θά άποκαλυφθεί δτι ή κύκλωση τού δικτύου είναι εύρύτερη καί δτι ύπάρχει ένας συντονιστής κόμβος στή Θεσσαλονίκη μέ τήν κεντρική πηγή διαρροής τών θεμάτων τής Αθήνας.	[41, 482, 206, 1159]
admission-count: 300	[1118, 375, 1135, 387]
school-name: Τμήμα τεχνολόγων ήλεκτρολόγων	[1145, 571, 1239, 595]
page-label: Σελίδα 6	[41, 37, 186, 106]
admission-count: 90	[938, 1121, 950, 1133]
table-row	[1145, 684, 1326, 711]
table-row	[1145, 822, 1326, 834]
admission-count: 50	[938, 529, 950, 541]
school-name: ΚΑΤΕΕ ΦΛΩΡΙΝΗΣ	[1178, 916, 1261, 928]
school-name: Τμήμα Νομικό	[774, 988, 844, 1000]
admissions-table-a	[774, 441, 950, 1145]
school-name: Τμήμα γαλλικής γλώσσης	[774, 529, 903, 541]
table-row	[1145, 861, 1326, 876]
table-row	[774, 908, 950, 923]
admission-count: 60	[1314, 464, 1326, 476]
table-row	[959, 402, 1135, 426]
school-name: Τμήμα γεωπονίας	[774, 727, 862, 739]
admission-count: 70	[938, 517, 950, 529]
school-name: Τμήμα γεωλογικό	[774, 1121, 862, 1133]
school-name: Τμήμα τεχνολόγων μηχανολόγων	[959, 946, 1054, 970]
admission-count: 550	[932, 1023, 950, 1035]
table-row	[959, 793, 1135, 805]
table-row	[1145, 506, 1326, 530]
table-row	[774, 1024, 950, 1036]
school-name: Τμήμα φυσικό	[774, 1086, 844, 1098]
school-name: ΟΔΟΝΤΙΑΤΡΙΚΗ ΣΧΟΛΗ	[774, 775, 879, 787]
table-title: Αναλυτικός πίνακας τού άριθμού είσακτέων στίς άνώτερες σχολές	[779, 71, 1321, 226]
school-name: ΑΝΩΤΕΡΑ ΣΧΟΛΗ ΣΤΕΛΕΧΩΝ ΓΡΑΦΙΚΗΣ ΚΑΙ ΔΙΑΚΟΣΜΗΣΕΩΣ	[1145, 506, 1292, 530]
school-name: Τμήμα Θεολογίας άρρενες	[774, 482, 909, 494]
table-row	[774, 787, 950, 802]
admission-count: 80	[1314, 710, 1326, 722]
admission-count	[1295, 669, 1326, 684]
admission-count	[1295, 530, 1326, 545]
admission-count	[1295, 979, 1326, 994]
school-name: Τμήμα φυσικό	[959, 505, 1030, 517]
school-name: Τμήμα γεωλογικό	[774, 627, 862, 639]
admission-count	[1104, 816, 1135, 831]
table-row	[959, 881, 1135, 908]
school-name: Τριπόλεως	[959, 769, 1012, 781]
table-row	[774, 580, 950, 592]
school-name: ΠΑΝΕΠΙΣΤΗΜΙΟ ΘΡΑΚΗΣ	[975, 363, 1088, 375]
school-name: ΘΕΟΛΟΓΙΚΗ ΣΧΟΛΗ	[801, 926, 890, 938]
school-name: ΘΕΟΛΟΓΙΚΗ ΣΧΟΛΗ	[801, 469, 890, 482]
school-name: ΑΝΩΤΕΡΑ ΣΧΟΛΗ ΤΕΧΝΟΛΟΓΩΝ ΓΕΩΠΟΝΙΑΣ	[1149, 686, 1290, 710]
table-row	[774, 701, 950, 728]
admission-count: 30	[1123, 674, 1135, 686]
column-rule	[573, 28, 574, 2175]
table-row	[774, 592, 950, 604]
school-name: Μαράσλειος Αθηνών	[959, 662, 1059, 674]
table-row	[959, 908, 1135, 920]
table-row	[1145, 1017, 1326, 1029]
admission-count: 50	[1314, 488, 1326, 500]
table-row	[959, 376, 1135, 388]
admission-count: 200	[932, 591, 950, 603]
admission-count	[1104, 831, 1135, 858]
admission-count	[1295, 684, 1326, 711]
admission-count: 80	[1123, 493, 1135, 505]
table-row	[774, 861, 950, 885]
column-rule	[1332, 28, 1333, 2175]
school-name: Τμήμα λογιστικής	[959, 919, 1054, 931]
school-name: ΑΝΩΤΑΤΗ ΓΕΩΠΟΝΙΚΗ ΣΧΟΛΗ ΑΘΗΝΩΝ	[959, 517, 1094, 541]
school-name: Τμήμα μαιευτικής	[1145, 422, 1239, 434]
table-row	[774, 973, 950, 988]
briefs-column: ΘΑ ΞΑΝΑΠΕΤΑΞΟΥΝ ΑΠΟ ΤΗΝ ΤΡΙΤΗ ΤΑ ΕΥΡΩΠΑ·Ι·ΚΑ ΑΕΡΟΠΛΑΝΑ «DC—10» ΣΥΜΦΩΝΗΣΑΝ ΟΙ ΕΤΑΙΡΙΕΣ ΕΙΚΟΣΙΜΙΑΣ ΧΩΡΩΝ ΠΑΡΙΣΙ, 13. (Ρόιτερ).— Ο γενικός διευθυντής τής γαλλικής πολιτικής άεροπορίας κ. Κλόντ Λαμπούρ, είπε, δτι τά άνήκοντα σέ ευρωπαϊκές έταιρίες άεροσκάφη «DC-10» θά ξαναπετάξουν άπό τήν Τρίτη. Οί πολιτικές άεροπορίες 21 ευρωπαϊκών χωρών, συμπεριλαμβανομένης τής γαλλικής, συμφώνησαν γιά τήν έπανάληψη τών πτήσεων. ΕΛΛΗΝΙΚΑ ΠΛΟΙΑ ΕΡΡΥΠΑΝΑΝ ΜΕ ΠΕΤΡΕΛΑΙΟ ΣΟΥΗΔΙΚΕΣ ΑΚΤΕΣ ΘΑ ΥΠΟΒΛΗΘΕΙ ΔΙΑΜΑΡΤΥΡΙΑ ΣΤΗ ΔΙΕΘΝΗ ΟΡΓΑΝΩΣΗ ΣΤΟΚΧΟΛΜΗ, 13. (Ρόιτερ).— Η σουηδική άντιπροσωπεία θά ύποβάλει διαμαρτυρία γιά τή ρύπανση τών άκτών της άπό πετρέλαιο. Δύο έλληνικά πλοία φέρονται ύπεύθυνα γιά τή ρύπανση πού σημειώθηκε στή Βαλτική θάλασσα. ΣΤΟΚΧΟΛΜΗ, 13. (Ρόιτερ).— Η σουηδική άντιπροσωπεία θά ύποβάλει διαμαρτυρία γιά τή ρύπανση τών άκτών της άπό πετρέλαιο. Δύο έλληνικά πλοία φέρονται ύπεύθυνα γιά τή ρύπανση πού σημειώθηκε στή Βαλτική θάλασσα. ΔΥΣΑΡΕΣΤΗΘΗΚΑΝ ΑΠ' ΤΟ ΚΡΑΣΙ ΚΑΙ ΦΩΝΑΞΑΝ «ΧΑΪ'Λ ΧΙΤΛΕΡ» 200 ΓΕΡΜΑΝΟΙ ΣΤΗΝ ΙΤΑΛΙΑ ΚΑΤΕΣΤΡΕΨΑΝ ΕΣΤΙΑΤΟΡΙΟ ΣΑΛΕΡΝΟ, 13. (Ασσ. Πρές).— Οί ίταλικές άρχές συνέλαβαν 200 περίπου γερμανούς τουρίστες πού κατέστρεψαν ένα έστιατόριο στήν πόλη. Οί τουρίστες δυσαρεστήθηκαν άπό τό κρασί καί φώναζαν «Χάιλ Χίτλερ». ΕΞΑΡΘΡΩΘΗΚΕ ΣΤΗΝ ΙΤΑΛΙΑ ΣΠΕΙΡΑ ΚΛΕΦΤΩΝ ΕΜΠΟΡΕΥΜΑΤΩΝ ΤΑ ΕΠΑΙΡΝΑΝ ΑΠΟ ΦΟΡΤΗΓΑ ΔΙΕΘΝΩΝ ΜΕΤΑΦΟΡΩΝ ΜΙΛΑΝΟ, 13 (Ασσ. Πρές).— Η άστυνομία έξάρθρωσε ίταλική σπείρα κλεφτών πού λήστευε φορτηγά διεθνών μεταφορών. Συνελήφθησαν 29 άτομα, άνάμεσά τους όδηγοί φορτηγών καί έμποροι. ΜΙΛΑΝΟ, 13 (Ασσ. Πρές).— Η άστυνομία έξάρθρωσε ίταλική σπείρα κλεφτών πού λήστευε φορτηγά διεθνών μεταφορών. Συνελήφθησαν 29 άτομα, άνάμεσά τους όδηγοί φορτηγών καί έμποροι. 500.000.000 ΔΟΛΛΑΡΙΑ ΕΙΔΟΣ Η ΤΑΝΖΑΝΙΑ ΓΙΑ ΤΟΝ ΠΟΛΕΜΟ ΣΤΗΝ ΟΥΓΚΑΝΤΑ ΟΠΩΣ ΑΠΟΚΑΛΥΨΕ Ο ΠΡΟΕΔΡΟΣ ΝΥΕΡΕΡΕ ΝΤΑΡΕΣ ΣΑΛΑΑΜ, 13. (Ηνωμ. Τύπος).— Η Τανζανία ξόδεψε 500 έκατομμύρια δολλάρια γιά τόν πόλεμο στήν Ουγκάντα, δήλωσε ό πρόεδρος Νυερέρε. Ο πρόεδρος τόνισε δτι ή χώρα θά χρειαστεί χρόνια γιά νά άνακάμψει οίκονομικά. ΝΤΑΡΕΣ ΣΑΛΑΑΜ, 13. (Ηνωμ. Τύπος).— Η Τανζανία ξόδεψε 500 έκατομμύρια δολλάρια γιά τόν πόλεμο στήν Ουγκάντα, δήλωσε ό πρόεδρος Νυερέρε. Ο πρόεδρος τόνισε δτι ή χώρα θά χρειαστεί χρόνια γιά νά άνακάμψει οίκονομικά. ΠΟΝΤΙΚΟΙ ΚΑΤΕΦΑΓΑΝ ΤΟΥΣ ΣΑΚΚΟΥΣ ΚΑΙ ΑΠΟΚΑΛΥΨΑΝ ΤΑ ΝΑΡΚΩΤΙΚΑ ΣΤΟ ΑΕΡΟΔΡΟΜΙΟ ΤΗΣ ΜΟΝΡΟΒΙΑΣ ΜΟΝΡΟΒΙΑ, Λιβερία, 13. (Ρόιτερ).— Ποντικοί κατέφαγαν σάκκους στό άεροδρόμιο καί άποκάλυψαν ποσότητα ναρκωτικών πού είχε μεταφερθεί άπό τό έξωτερικό. Η άστυνομία άναζητεί τούς ύπεύθυνους. ΜΟΝΡΟΒΙΑ, Λιβερία, 13. (Ρόιτερ).— Ποντικοί κατέφαγαν σάκκους στό άεροδρόμιο καί άποκάλυψαν ποσότητα ναρκωτικών πού είχε μεταφερθεί άπό τό έξωτερικό. Η άστυνομία άναζητεί τούς ύπεύθυνους. Ο κ. ΓΡΗΓΟΡΙΑΔΗΣ ΕΠΑΙΞΕ ΤΑ ΔΙΑΠΙΣΤΕΥΤΗΡΙΑ ΣΤΡΑΣΒΟΥΡΓΟ, 13. (Αθ. Πρ.).— Επέδωσε τά διαπιστευτήρια του ώς μόνιμος άντιπρόσωπος τής Ελλάδος στό Συμβούλιο τής Ευρώπης ό κ. Γρηγοριάδης.	[582, 45, 759, 1886]
school-name: Τμήμα φυτικής παραγωγής	[1145, 710, 1280, 722]
admission-count: 80	[1314, 753, 1326, 765]
admission-count: 40	[938, 553, 950, 565]
school-name: Τμήμα ζωικής παραγωγής	[1145, 721, 1274, 733]
school-name: ΦΙΛΟΣΟΦΙΚΗ ΣΧΟΛΗ	[984, 467, 1079, 479]
school-name: ΦΥΣΙΚΟΜΑΘΗΜΑΤΙΚΗ ΣΧΟΛΗ	[966, 481, 1096, 493]
kodiso-story: Σέ δηλώσεις τού πρός τόν τύπο Η προσφυγή σέ έκλογές θά δώσει νέο συσχετισμό δυνάμεων δήλωσε ό άρχηγός τού ΚΟΔΗΣΟ Η Ν.Δ. δέν έκφράζει, τόνισε ό Πεσμαζόγλου, τήν άνανέωση. Οί κάλπες θά δώσουν λύση στό πρόβλημα ΑΘΗΝΑ, 13.— Ο πρόεδρος τού «Κόμματος Δημοκρατικού Σοσιαλισμού» κ. Πεσμαζόγλου, στίς δηλώσεις του, τόνισε δτι ή χώρα χρειάζεται νέο συσχετισμό δυνάμεων καί δτι ή προσφυγή σέ έκλογές είναι ή μόνη λύση. Ο κ. Πεσμαζόγλου, άπαντώντας σέ έρωτήσεις δημοσιογράφων, είπε δτι ή Νέα Δημοκρατία δέν έκφράζει τήν άνανέωση καί δτι οί κάλπες θά δώσουν λύση στό πρόβλημα τής πολιτικής άσταθείας. Για την ένταξη στήν ΕΟΚ είπε δτι τό κόμμα του ύποστηρίζει τήν ένταξη άλλά μέ προϋποθέσεις πού θά προστατεύουν τήν έλληνική οίκονομία. ΟΙ ΑΠΑΝΤΗΣΕΙΣ ΣΕ ΕΡΩΤΗΣΕΙΣ Ο κ. Πεσμαζόγλου, άπαντώντας σέ έρωτήσεις δημοσιογράφων, είπε δτι ή Νέα Δημοκρατία δέν έκφράζει τήν άνανέωση καί δτι οί κάλπες θά δώσουν λύση στό πρόβλημα τής πολιτικής άσταθείας. ΑΘΗΝΑ, 13.— Ο πρόεδρος τού «Κόμματος Δημοκρατικού Σοσιαλισμού» κ. Πεσμαζόγλου, στίς δηλώσεις του, τόνισε δτι ή χώρα χρειάζεται νέο συσχετισμό δυνάμεων καί δτι ή προσφυγή σέ έκλογές είναι ή μόνη λύση.	[774, 1432, 1137, 2031]
school-name: Ηρακλείου	[959, 698, 1012, 710]
admission-count	[1104, 881, 1135, 908]
admission-count: 60	[1123, 780, 1135, 792]
school-name: Τμήμα δασολογίας	[774, 739, 868, 752]
tragedy-title: ΤΡΑΓΩΔΙΑ «ΡΩΜΑΙΟΥ ΚΑΙ ΙΟΥΛΙΕΤΤΑΣ» ΣΤΙΣ ΦΙΛΙΠΠΙΝΕΣ	[1341, 577, 1467, 613]
school-name: Τμήμα γερμανικής γλώσσης	[774, 541, 915, 553]
school-name: ΑΝΩΤΕΡΑ ΣΧΟΛΗ ΤΕΧΝΟΛΟΓΩΝ ΜΗΧΑΝΙΚΩΝ (ΑΣΤΕΜ)	[961, 834, 1102, 857]
school-name: Τμήμα βιβλιοθηκονομίας	[959, 1008, 1089, 1021]
table-row	[959, 517, 1135, 541]
admission-count	[1104, 387, 1135, 402]
admission-count: 50	[938, 482, 950, 494]
table-row	[1145, 875, 1326, 887]
table-row	[774, 565, 950, 580]
admission-count: 80	[1314, 576, 1326, 588]
table-row	[959, 449, 1135, 464]
table-row	[1145, 807, 1326, 822]
admission-count: 175	[932, 1086, 950, 1098]
lead-title: Ποινική δίωξη έναντίον όκτώ γιά τή διαρροή τών θεμάτων στίς πανελλήνιες έξετάσεις	[49, 115, 559, 380]
table-row	[774, 677, 950, 701]
bomb-title: Μιυροπανιυός σέ οίυοδομή άπό ένα ύποπτο δέμαται	[77, 1779, 531, 1851]
admission-count: 550	[932, 1035, 950, 1047]
admission-count	[1295, 861, 1326, 876]
table-row	[1145, 458, 1326, 482]
admission-count	[1295, 619, 1326, 646]
admission-count: 60	[938, 938, 950, 950]
school-name: ΚΑΤΕΕ ΚΑΒΑΛΑΣ	[1181, 810, 1259, 822]
admission-count: 90	[938, 627, 950, 639]
admission-count: 390	[932, 665, 950, 677]
admission-count: 80	[1314, 600, 1326, 612]
admission-count: 60	[1123, 1008, 1135, 1021]
table-row	[959, 464, 1135, 479]
bomb-kicker: Στό κέντρο τής Αθήνας	[41, 1760, 217, 1779]
lama-title: Ο ΔΑΛΑΪ ΛΑΜΑ ΕΠΙΣΚΕΦΘΗΚΕ ΤΗ ΜΟΣΧΑ	[1353, 717, 1455, 753]
admission-count: 500	[932, 1006, 950, 1018]
school-name: Τμήμα βιολογικό	[959, 337, 1047, 349]
kantafi-title: Ο ΚΑΝΤΑΦΙ ΑΠΕΙΛΕΙ ΝΑ ΜΗ ΣΤΕΛΝΕΙ ΠΕΤΡΕΛΑΙΟ ΣΤΙΣ ΗΝ. ΠΟΛΙΤΕΙΕΣ	[1337, 301, 1471, 349]
admission-count	[1295, 734, 1326, 749]
school-name: Τμήμα τεχνολόγων	[1145, 822, 1239, 834]
school-name: Τμήμα μηχανολόγων μηχανικών	[774, 837, 874, 861]
admission-count: 80	[1314, 777, 1326, 790]
admission-count: 60	[1123, 710, 1135, 722]
admission-count: 120	[932, 727, 950, 739]
admission-count: 700	[1118, 582, 1135, 594]
table-row	[959, 745, 1135, 757]
admission-count: 80	[1314, 422, 1326, 434]
school-name: ΓΕΩΠΟΝΙΚΗ ΚΑΙ ΔΑΣΟΛΟΓΙΚΗ ΣΧΟΛΗ	[775, 703, 916, 727]
school-name: Τμήμα τεχνολόγων μηχανολόγων	[1145, 772, 1239, 795]
school-name: Αλεξανδρουπόλεως	[959, 674, 1054, 686]
table-row	[959, 648, 1135, 662]
table-row	[774, 494, 950, 506]
school-name: Τμήμα νοσηλευτικής	[1145, 410, 1250, 422]
tanzania-title: 500.000.000 ΔΟΛΛΑΡΙΑ ΕΙΔΟΣ Η ΤΑΝΖΑΝΙΑ ΓΙΑ ΤΟΝ ΠΟΛΕΜΟ ΣΤΗΝ ΟΥΓΚΑΝΤΑ	[591, 1113, 750, 1170]
table-row	[774, 727, 950, 739]
school-name: ΚΑΤΕΕ ΙΩΑΝΝΙΝΩΝ	[987, 984, 1076, 996]
table-row	[959, 804, 1135, 816]
admission-count: 150	[1118, 348, 1135, 360]
table-row	[959, 600, 1135, 624]
admission-count: 90	[938, 1110, 950, 1122]
school-name: Τμήμα ήλεκτρολόγων μηχανικών	[774, 861, 879, 885]
table-row	[1145, 994, 1326, 1006]
table-row	[1145, 325, 1326, 349]
admission-count: 90	[938, 825, 950, 837]
school-name: Τμήμα ήλεκτρολόγων	[959, 869, 1065, 881]
table-row	[774, 988, 950, 1000]
admission-count: 80	[1314, 822, 1326, 834]
admission-count: 80	[1314, 721, 1326, 733]
table-row	[774, 482, 950, 495]
table-row	[1145, 722, 1326, 734]
table-row	[774, 468, 950, 482]
kodiso-title: Η προσφυγή σέ έκλογές θά δώσει νέο συσχετισμό δυνάμεων δήλωσε ό άρχηγός τού ΚΟΔΗΣΟ	[778, 1463, 1132, 1607]
school-name: ΚΑΤΕΕ ΛΑΡΙΣΗΣ	[1181, 671, 1259, 683]
admission-count: 100	[932, 843, 950, 855]
admission-count	[1104, 464, 1135, 479]
admission-count: 80	[1314, 875, 1326, 887]
admission-count: 80	[1123, 970, 1135, 982]
church-kicker: Καταρτίστηκε σχέδιο	[223, 1282, 386, 1301]
school-name: Τμήμα μαθηματικό	[959, 493, 1054, 505]
admission-count	[918, 441, 950, 468]
table-row	[959, 698, 1135, 710]
school-name: Καλαμάτας	[959, 710, 1012, 722]
admission-count	[918, 468, 950, 482]
school-name: Τμήμα Θεολογίας άρρενες	[774, 938, 909, 950]
school-name: Ιωαννίνων	[959, 686, 1012, 698]
admission-count	[918, 701, 950, 728]
admission-count	[1295, 545, 1326, 572]
admission-count: 150	[932, 807, 950, 819]
admission-count: 100	[932, 867, 950, 879]
admission-count: 80	[1314, 656, 1326, 668]
table-row	[1145, 411, 1326, 423]
table-row	[774, 1110, 950, 1122]
admission-count: 60	[1314, 1005, 1326, 1017]
table-row	[959, 624, 1135, 649]
table-row	[1145, 373, 1326, 411]
table-row	[1145, 1005, 1326, 1017]
school-name: Τμήμα άρχιτεκτόνων	[774, 825, 879, 837]
school-name: ΚΤΗΝΙΑΤΡΙΚΗ ΣΧΟΛΗ	[774, 752, 874, 764]
table-row	[959, 946, 1135, 970]
